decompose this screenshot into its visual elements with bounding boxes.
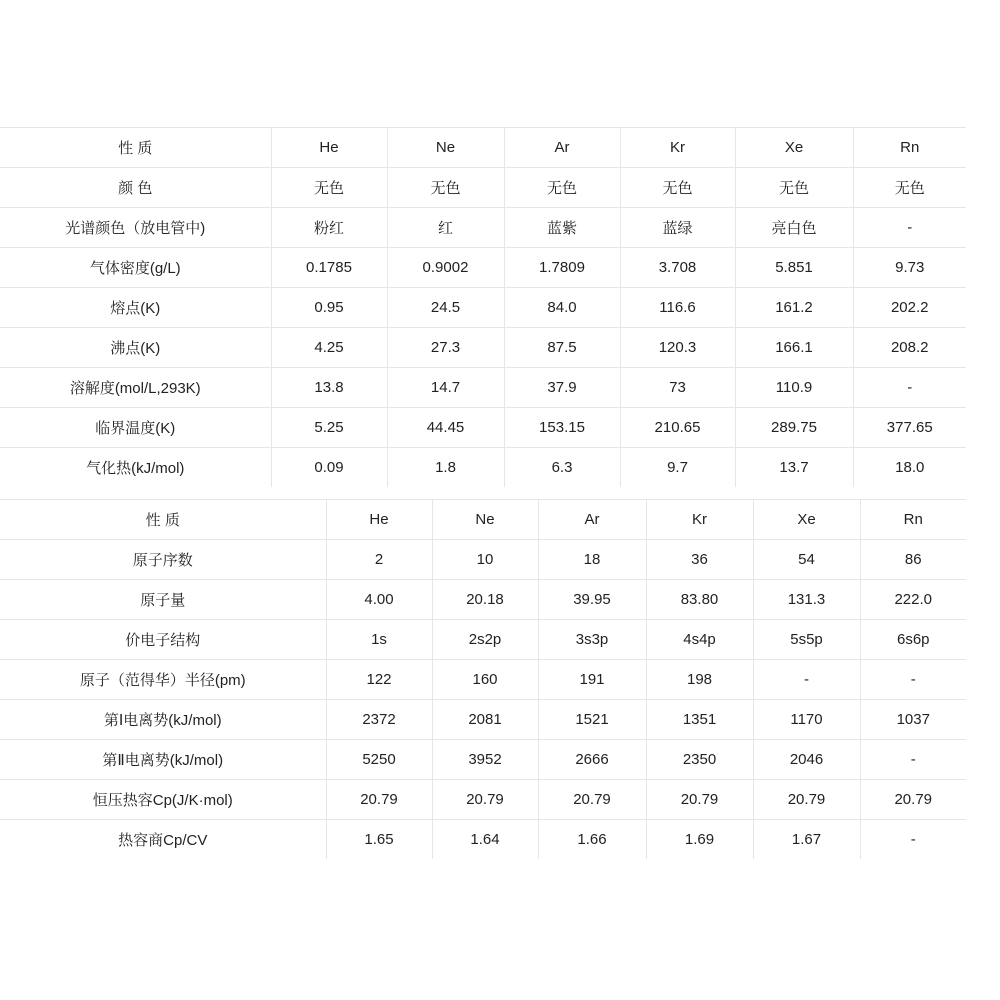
value-cell: 120.3 bbox=[620, 328, 735, 368]
property-label: 价电子结构 bbox=[0, 620, 326, 660]
property-label: 溶解度(mol/L,293K) bbox=[0, 368, 271, 408]
value-cell: 1521 bbox=[538, 700, 646, 740]
value-cell: 5250 bbox=[326, 740, 432, 780]
value-cell: - bbox=[860, 820, 966, 860]
value-cell: 202.2 bbox=[853, 288, 966, 328]
property-label: 第Ⅰ电离势(kJ/mol) bbox=[0, 700, 326, 740]
value-cell: 3952 bbox=[432, 740, 538, 780]
value-cell: 73 bbox=[620, 368, 735, 408]
value-cell: 39.95 bbox=[538, 580, 646, 620]
property-label: 原子（范得华）半径(pm) bbox=[0, 660, 326, 700]
element-column-header: Xe bbox=[735, 128, 853, 168]
value-cell: 0.1785 bbox=[271, 248, 387, 288]
header-row bbox=[0, 128, 966, 168]
value-cell: 9.7 bbox=[620, 448, 735, 488]
value-cell: 1.8 bbox=[387, 448, 504, 488]
value-cell: 10 bbox=[432, 540, 538, 580]
property-label: 原子量 bbox=[0, 580, 326, 620]
value-cell: 1037 bbox=[860, 700, 966, 740]
value-cell: - bbox=[753, 660, 860, 700]
element-column-header: Ne bbox=[387, 128, 504, 168]
value-cell: 蓝绿 bbox=[620, 208, 735, 248]
value-cell: 4.00 bbox=[326, 580, 432, 620]
property-label: 颜 色 bbox=[0, 168, 271, 208]
property-column-header: 性 质 bbox=[0, 500, 326, 540]
value-cell: - bbox=[860, 660, 966, 700]
element-column-header: He bbox=[271, 128, 387, 168]
value-cell: 4s4p bbox=[646, 620, 753, 660]
value-cell: 13.7 bbox=[735, 448, 853, 488]
value-cell: 116.6 bbox=[620, 288, 735, 328]
value-cell: 2666 bbox=[538, 740, 646, 780]
value-cell: 无色 bbox=[271, 168, 387, 208]
value-cell: 122 bbox=[326, 660, 432, 700]
value-cell: 44.45 bbox=[387, 408, 504, 448]
value-cell: 18 bbox=[538, 540, 646, 580]
value-cell: 粉红 bbox=[271, 208, 387, 248]
value-cell: 3.708 bbox=[620, 248, 735, 288]
value-cell: 20.79 bbox=[326, 780, 432, 820]
element-column-header: Ar bbox=[504, 128, 620, 168]
property-label: 原子序数 bbox=[0, 540, 326, 580]
element-column-header: Kr bbox=[620, 128, 735, 168]
table-row bbox=[0, 248, 966, 288]
table-row bbox=[0, 700, 966, 740]
value-cell: 160 bbox=[432, 660, 538, 700]
value-cell: 红 bbox=[387, 208, 504, 248]
value-cell: 20.18 bbox=[432, 580, 538, 620]
value-cell: 无色 bbox=[387, 168, 504, 208]
element-column-header: Kr bbox=[646, 500, 753, 540]
value-cell: 131.3 bbox=[753, 580, 860, 620]
element-column-header: Ne bbox=[432, 500, 538, 540]
value-cell: 无色 bbox=[735, 168, 853, 208]
value-cell: 1.64 bbox=[432, 820, 538, 860]
value-cell: 1.7809 bbox=[504, 248, 620, 288]
value-cell: 3s3p bbox=[538, 620, 646, 660]
value-cell: 110.9 bbox=[735, 368, 853, 408]
value-cell: 2 bbox=[326, 540, 432, 580]
value-cell: 86 bbox=[860, 540, 966, 580]
property-label: 光谱颜色（放电管中) bbox=[0, 208, 271, 248]
table-row bbox=[0, 408, 966, 448]
value-cell: 83.80 bbox=[646, 580, 753, 620]
element-column-header: Ar bbox=[538, 500, 646, 540]
value-cell: 27.3 bbox=[387, 328, 504, 368]
value-cell: 2372 bbox=[326, 700, 432, 740]
table-row bbox=[0, 168, 966, 208]
table-row bbox=[0, 580, 966, 620]
value-cell: - bbox=[853, 208, 966, 248]
table-row bbox=[0, 448, 966, 488]
value-cell: 亮白色 bbox=[735, 208, 853, 248]
table-row bbox=[0, 208, 966, 248]
value-cell: - bbox=[860, 740, 966, 780]
value-cell: 20.79 bbox=[538, 780, 646, 820]
value-cell: 1351 bbox=[646, 700, 753, 740]
value-cell: 1s bbox=[326, 620, 432, 660]
value-cell: 20.79 bbox=[646, 780, 753, 820]
property-column-header: 性 质 bbox=[0, 128, 271, 168]
property-label: 熔点(K) bbox=[0, 288, 271, 328]
element-column-header: Rn bbox=[860, 500, 966, 540]
value-cell: 161.2 bbox=[735, 288, 853, 328]
element-column-header: He bbox=[326, 500, 432, 540]
value-cell: 191 bbox=[538, 660, 646, 700]
value-cell: 2350 bbox=[646, 740, 753, 780]
value-cell: 5.851 bbox=[735, 248, 853, 288]
value-cell: 222.0 bbox=[860, 580, 966, 620]
value-cell: 198 bbox=[646, 660, 753, 700]
property-label: 沸点(K) bbox=[0, 328, 271, 368]
table-row bbox=[0, 540, 966, 580]
value-cell: 20.79 bbox=[860, 780, 966, 820]
table-row bbox=[0, 620, 966, 660]
value-cell: 37.9 bbox=[504, 368, 620, 408]
value-cell: 210.65 bbox=[620, 408, 735, 448]
table-row bbox=[0, 368, 966, 408]
value-cell: 2081 bbox=[432, 700, 538, 740]
table-row bbox=[0, 288, 966, 328]
value-cell: - bbox=[853, 368, 966, 408]
value-cell: 1.65 bbox=[326, 820, 432, 860]
gas-properties-table bbox=[0, 127, 966, 487]
value-cell: 6.3 bbox=[504, 448, 620, 488]
value-cell: 14.7 bbox=[387, 368, 504, 408]
value-cell: 蓝紫 bbox=[504, 208, 620, 248]
value-cell: 87.5 bbox=[504, 328, 620, 368]
value-cell: 20.79 bbox=[432, 780, 538, 820]
value-cell: 9.73 bbox=[853, 248, 966, 288]
value-cell: 84.0 bbox=[504, 288, 620, 328]
table-row bbox=[0, 328, 966, 368]
value-cell: 0.9002 bbox=[387, 248, 504, 288]
property-label: 气体密度(g/L) bbox=[0, 248, 271, 288]
value-cell: 13.8 bbox=[271, 368, 387, 408]
element-column-header: Rn bbox=[853, 128, 966, 168]
property-label: 第Ⅱ电离势(kJ/mol) bbox=[0, 740, 326, 780]
value-cell: 36 bbox=[646, 540, 753, 580]
gas-properties-body bbox=[0, 128, 966, 488]
value-cell: 2046 bbox=[753, 740, 860, 780]
value-cell: 1.66 bbox=[538, 820, 646, 860]
property-label: 临界温度(K) bbox=[0, 408, 271, 448]
value-cell: 166.1 bbox=[735, 328, 853, 368]
property-label: 气化热(kJ/mol) bbox=[86, 460, 185, 477]
value-cell: 153.15 bbox=[504, 408, 620, 448]
value-cell: 24.5 bbox=[387, 288, 504, 328]
value-cell: 无色 bbox=[504, 168, 620, 208]
value-cell: 5s5p bbox=[753, 620, 860, 660]
value-cell: 1170 bbox=[753, 700, 860, 740]
table-row bbox=[0, 740, 966, 780]
table-row bbox=[0, 660, 966, 700]
property-label: 恒压热容Cp(J/K·mol) bbox=[0, 780, 326, 820]
value-cell: 4.25 bbox=[271, 328, 387, 368]
value-cell: 1.69 bbox=[646, 820, 753, 860]
value-cell: 0.09 bbox=[271, 448, 387, 488]
value-cell: 5.25 bbox=[271, 408, 387, 448]
atomic-properties-body bbox=[0, 500, 966, 860]
value-cell: 无色 bbox=[620, 168, 735, 208]
value-cell: 无色 bbox=[853, 168, 966, 208]
value-cell: 1.67 bbox=[753, 820, 860, 860]
element-column-header: Xe bbox=[753, 500, 860, 540]
value-cell: 208.2 bbox=[853, 328, 966, 368]
table-row bbox=[0, 780, 966, 820]
value-cell: 0.95 bbox=[271, 288, 387, 328]
value-cell: 54 bbox=[753, 540, 860, 580]
property-label: 热容商Cp/CV bbox=[118, 832, 208, 849]
atomic-properties-table bbox=[0, 499, 966, 859]
value-cell: 289.75 bbox=[735, 408, 853, 448]
value-cell: 18.0 bbox=[853, 448, 966, 488]
value-cell: 20.79 bbox=[753, 780, 860, 820]
value-cell: 6s6p bbox=[860, 620, 966, 660]
header-row bbox=[0, 500, 966, 540]
value-cell: 377.65 bbox=[853, 408, 966, 448]
value-cell: 2s2p bbox=[432, 620, 538, 660]
table-row bbox=[0, 820, 966, 860]
